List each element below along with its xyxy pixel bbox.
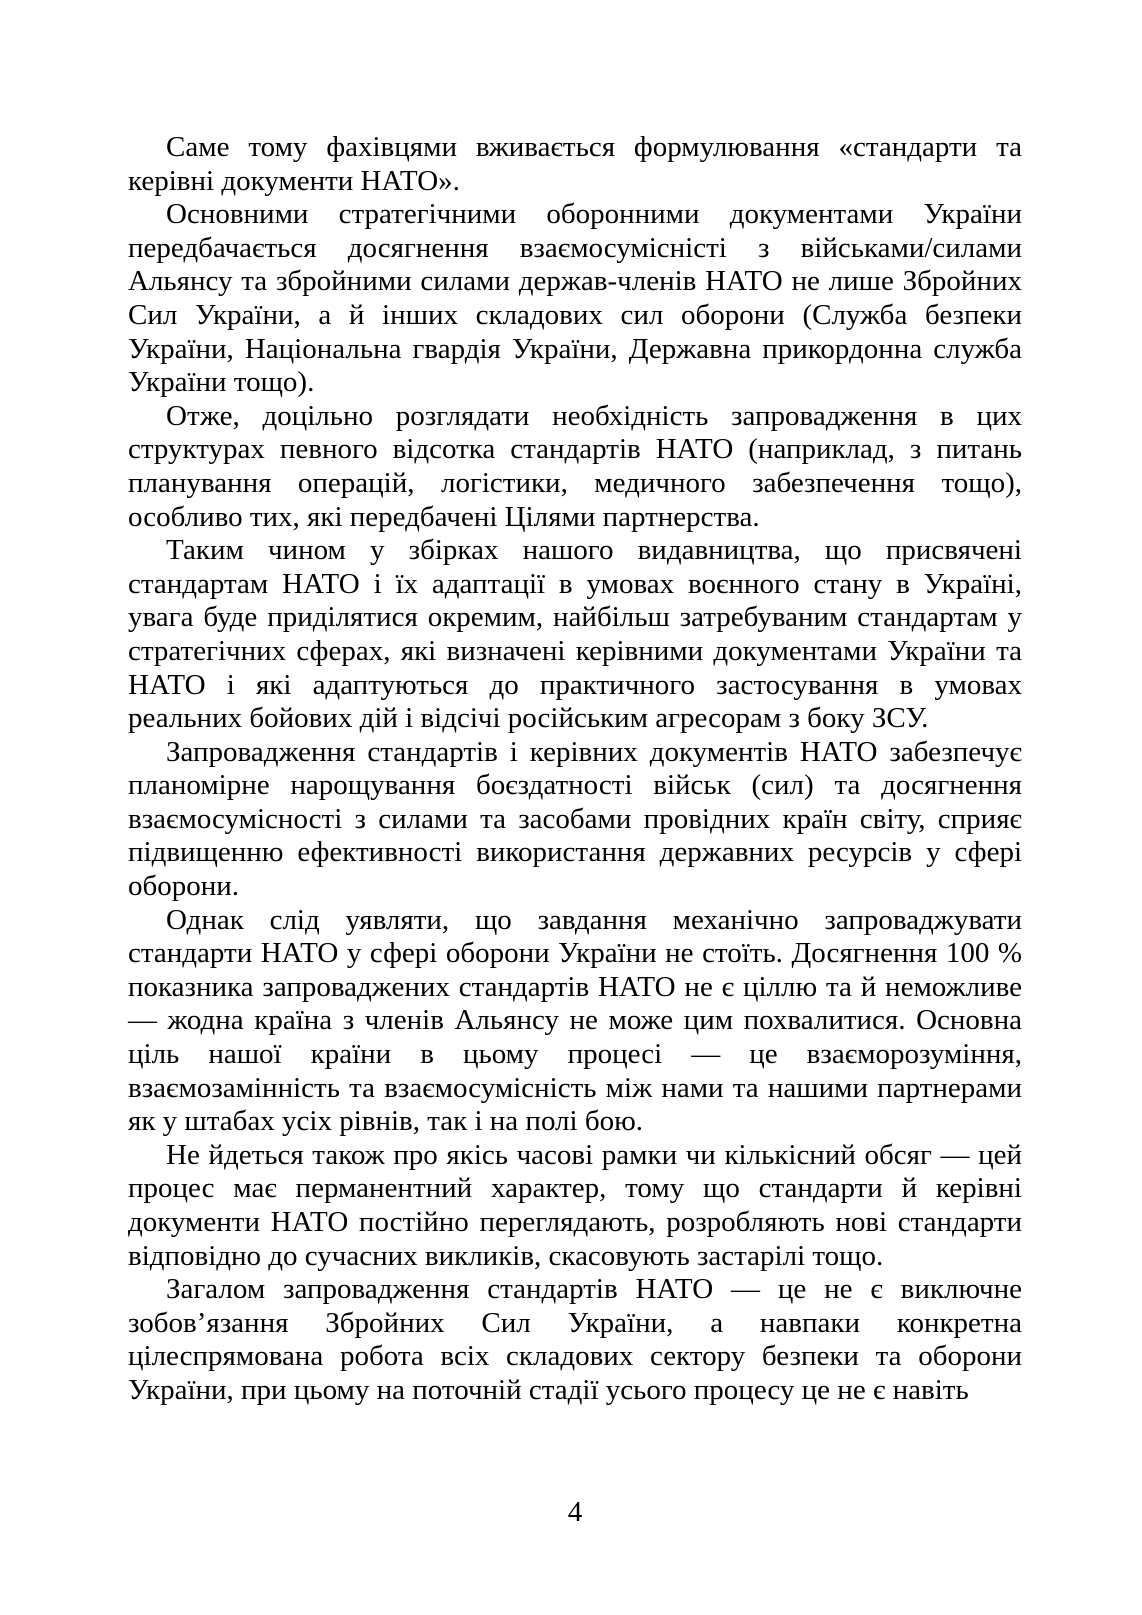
- page-number: 4: [567, 1496, 583, 1528]
- paragraph: Не йдеться також про якісь часові рамки чи кількісний обсяг — цей процес має перманентний характер, тому що стандарти й керівні документи НАТО постійно переглядають, розробляють нові стандарти відповідно до сучасних викликів, скасовують застарілі тощо.: [128, 1138, 1022, 1272]
- text-block: [128, 131, 1022, 1408]
- paragraph: Запровадження стандартів і керівних документів НАТО забезпечує планомірне нарощування боєздатності військ (сил) та досягнення взаємосумісності з силами та засобами провідних країн світу, сприяє підвищенню ефективності використання державних ресурсів у сфері оборони.: [128, 735, 1022, 903]
- paragraph: Однак слід уявляти, що завдання механічно запроваджувати стандарти НАТО у сфері оборони України не стоїть. Досягнення 100 % показника запроваджених стандартів НАТО не є ціллю та й неможливе — жодна країна з членів Альянсу не може цим похвалитися. Основна ціль нашої країни в цьому процесі — це взаєморозуміння, взаємозамінність та взаємосумісність між нами та нашими партнерами як у штабах усіх рівнів, так і на полі бою.: [128, 903, 1022, 1138]
- paragraph: Загалом запровадження стандартів НАТО — це не є виключне зобов’язання Збройних Сил України, а навпаки конкретна цілеспрямована робота всіх складових сектору безпеки та оборони України, при цьому на поточній стадії усього процесу це не є навіть: [128, 1273, 1022, 1406]
- paragraph: Основними стратегічними оборонними документами України передбачається досягнення взаємосумісністі з військами/силами Альянсу та збройними силами держав-членів НАТО не лише Збройних Сил України, а й інших складових сил оборони (Служба безпеки України, Національна гвардія України, Державна прикордонна служба України тощо).: [128, 198, 1022, 399]
- paragraph: Таким чином у збірках нашого видавництва, що присвячені стандартам НАТО і їх адаптації в умовах воєнного стану в Україні, увага буде приділятися окремим, найбільш затребуваним стандартам у стратегічних сферах, які визначені керівними документами України та НАТО і які адаптуються до практичного застосування в умовах реальних бойових дій і відсічі російським агресорам з боку ЗСУ.: [128, 534, 1022, 735]
- paragraph: Саме тому фахівцями вживається формулювання «стандарти та керівні документи НАТО».: [128, 131, 1022, 197]
- paragraph: Отже, доцільно розглядати необхідність запровадження в цих структурах певного відсотка стандартів НАТО (наприклад, з питань планування операцій, логістики, медичного забезпечення тощо), особливо тих, які передбачені Цілями партнерства.: [128, 399, 1022, 533]
